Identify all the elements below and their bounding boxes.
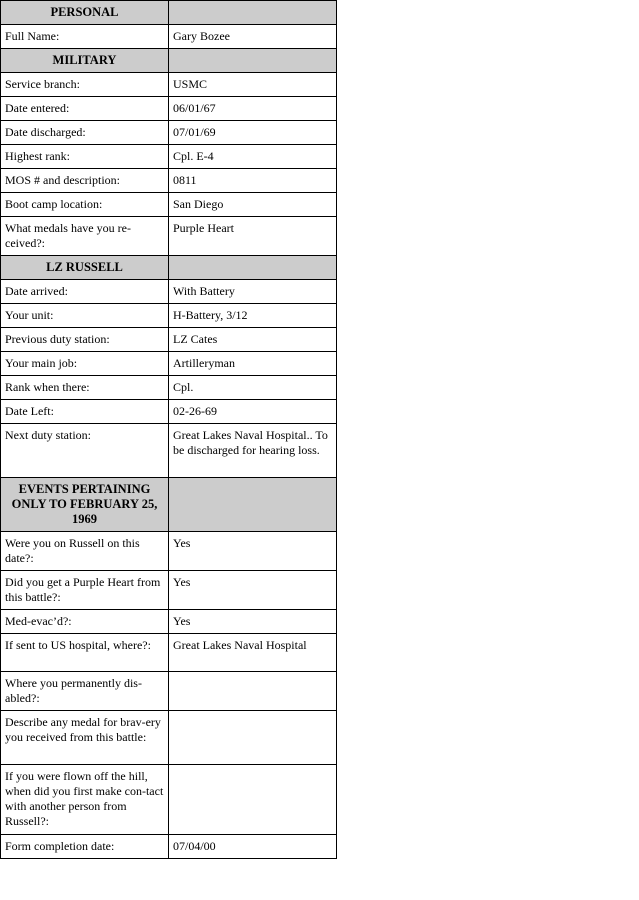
section-title: LZ RUSSELL [1, 256, 169, 280]
field-value: San Diego [169, 193, 337, 217]
field-label: If sent to US hospital, where?: [1, 634, 169, 672]
form-row [1, 835, 337, 859]
field-value: 02-26-69 [169, 400, 337, 424]
form-row [1, 328, 337, 352]
field-label: Where you permanently dis-abled?: [1, 672, 169, 711]
field-label: Your main job: [1, 352, 169, 376]
field-label: Date Left: [1, 400, 169, 424]
form-row [1, 352, 337, 376]
field-label: Describe any medal for brav-ery you received from this battle: [1, 711, 169, 765]
section-header-blank-cell [169, 478, 337, 532]
form-row [1, 97, 337, 121]
form-row [1, 711, 337, 765]
field-value [169, 765, 337, 835]
field-value: 0811 [169, 169, 337, 193]
field-value: Great Lakes Naval Hospital [169, 634, 337, 672]
field-label: What medals have you re-ceived?: [1, 217, 169, 256]
field-value: Yes [169, 532, 337, 571]
form-row [1, 193, 337, 217]
field-value: 07/01/69 [169, 121, 337, 145]
field-value: LZ Cates [169, 328, 337, 352]
field-value: Cpl. [169, 376, 337, 400]
field-value: Great Lakes Naval Hospital.. To be discharged for hearing loss. [169, 424, 337, 478]
field-value: H-Battery, 3/12 [169, 304, 337, 328]
field-label: Date entered: [1, 97, 169, 121]
field-value: USMC [169, 73, 337, 97]
field-label: MOS # and description: [1, 169, 169, 193]
field-value: Yes [169, 571, 337, 610]
form-row [1, 765, 337, 835]
section-title: PERSONAL [1, 1, 169, 25]
form-row [1, 400, 337, 424]
field-label: Were you on Russell on this date?: [1, 532, 169, 571]
form-row [1, 610, 337, 634]
field-label: Rank when there: [1, 376, 169, 400]
field-label: Full Name: [1, 25, 169, 49]
section-header-blank-cell [169, 1, 337, 25]
field-label: Did you get a Purple Heart from this battle?: [1, 571, 169, 610]
field-value: Yes [169, 610, 337, 634]
form-row [1, 304, 337, 328]
field-label: Previous duty station: [1, 328, 169, 352]
field-label: Next duty station: [1, 424, 169, 478]
field-label: Boot camp location: [1, 193, 169, 217]
field-label: Your unit: [1, 304, 169, 328]
field-label: Date discharged: [1, 121, 169, 145]
section-header-blank-cell [169, 49, 337, 73]
form-row [1, 376, 337, 400]
section-title: MILITARY [1, 49, 169, 73]
field-label: Form completion date: [1, 835, 169, 859]
field-value: 07/04/00 [169, 835, 337, 859]
section-header-blank-cell [169, 256, 337, 280]
field-label: Med-evac’d?: [1, 610, 169, 634]
form-row [1, 634, 337, 672]
section-title: EVENTS PERTAINING ONLY TO FEBRUARY 25, 1969 [1, 478, 169, 532]
form-row [1, 424, 337, 478]
field-label: Date arrived: [1, 280, 169, 304]
field-value: Artilleryman [169, 352, 337, 376]
form-row [1, 532, 337, 571]
section-header-row [1, 256, 337, 280]
field-value: Purple Heart [169, 217, 337, 256]
field-label: Service branch: [1, 73, 169, 97]
field-value [169, 672, 337, 711]
form-row [1, 672, 337, 711]
form-row [1, 217, 337, 256]
field-label: If you were flown off the hill, when did you first make con-tact with another person from Russell?: [1, 765, 169, 835]
section-header-row [1, 1, 337, 25]
form-row [1, 121, 337, 145]
form-row [1, 280, 337, 304]
section-header-row [1, 478, 337, 532]
form-row [1, 169, 337, 193]
field-label: Highest rank: [1, 145, 169, 169]
field-value: With Battery [169, 280, 337, 304]
field-value: Cpl. E-4 [169, 145, 337, 169]
field-value: 06/01/67 [169, 97, 337, 121]
section-header-row [1, 49, 337, 73]
form-row [1, 145, 337, 169]
form-row [1, 73, 337, 97]
field-value [169, 711, 337, 765]
form-body [1, 1, 337, 859]
form-row [1, 571, 337, 610]
field-value: Gary Bozee [169, 25, 337, 49]
form-row [1, 25, 337, 49]
